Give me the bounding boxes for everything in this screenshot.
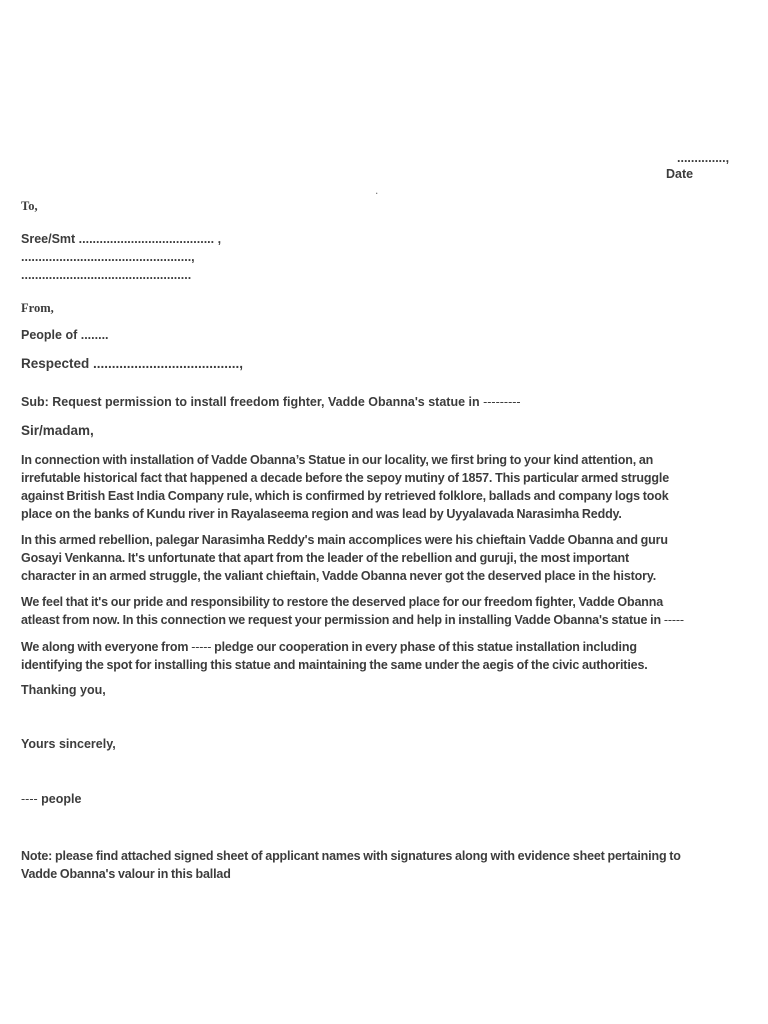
paragraph-1	[21, 451, 739, 523]
paragraph-line: We feel that it's our pride and responsibility to restore the deserved place for our freedom fighter, Vadde Obanna	[21, 595, 664, 609]
paragraph-line: identifying the spot for installing this statue and maintaining the same under the aegis of the civic authorities.	[21, 658, 648, 672]
signature-blank: ----	[21, 792, 38, 806]
paragraph-line-text: We along with everyone from	[21, 640, 189, 654]
paragraph-line-text: atleast from now. In this connection we request your permission and help in installing Vadde Obanna's statue in	[21, 613, 661, 627]
community-blank: -----	[191, 640, 212, 654]
note	[21, 847, 739, 883]
paragraph-line: place on the banks of Kundu river in Rayalaseema region and was lead by Uyyalavada Narasimha Reddy.	[21, 507, 622, 521]
paragraph-line	[21, 611, 739, 629]
date-placeholder: ..............,	[677, 151, 730, 165]
paragraph-3	[21, 593, 739, 629]
address-line-2: .................................................,	[21, 250, 195, 264]
paragraph-line	[21, 638, 739, 656]
yours-sincerely: Yours sincerely,	[21, 737, 116, 751]
stray-mark: .	[375, 183, 379, 197]
respected-line: Respected .......................................,	[21, 356, 244, 371]
subject-text: Sub: Request permission to install freedom fighter, Vadde Obanna's statue in	[21, 395, 480, 409]
paragraph-line: character in an armed struggle, the valiant chieftain, Vadde Obanna never got the deserved place in the history.	[21, 569, 657, 583]
note-line: Note: please find attached signed sheet of applicant names with signatures along with evidence sheet pertaining to	[21, 849, 681, 863]
paragraph-line: In connection with installation of Vadde Obanna’s Statue in our locality, we first bring to your kind attention, an	[21, 453, 654, 467]
date-label: Date	[666, 167, 694, 181]
paragraph-line: In this armed rebellion, palegar Narasimha Reddy's main accomplices were his chieftain Vadde Obanna and guru	[21, 533, 668, 547]
paragraph-line: Gosayi Venkanna. It's unfortunate that apart from the leader of the rebellion and guruji, the most important	[21, 551, 630, 565]
paragraph-line-text: pledge our cooperation in every phase of this statue installation including	[214, 640, 637, 654]
recipient-line: Sree/Smt ....................................... ,	[21, 232, 222, 246]
to-label: To,	[21, 199, 38, 213]
subject-line	[21, 395, 521, 409]
from-label: From,	[21, 301, 54, 315]
salutation: Sir/madam,	[21, 423, 94, 438]
paragraph-line: irrefutable historical fact that happened a decade before the sepoy mutiny of 1857. This particular armed struggle	[21, 471, 669, 485]
subject-blank: ---------	[483, 395, 521, 409]
location-blank: -----	[663, 613, 684, 627]
address-line-3: .................................................	[21, 268, 192, 282]
paragraph-4	[21, 638, 739, 674]
people-of-line: People of ........	[21, 328, 109, 342]
signature-line	[21, 792, 81, 806]
paragraph-2	[21, 531, 739, 585]
thanking-line: Thanking you,	[21, 683, 106, 697]
paragraph-line: against British East India Company rule, which is confirmed by retrieved folklore, ballads and company logs took	[21, 489, 669, 503]
note-line: Vadde Obanna's valour in this ballad	[21, 867, 231, 881]
signature-text: people	[41, 792, 82, 806]
